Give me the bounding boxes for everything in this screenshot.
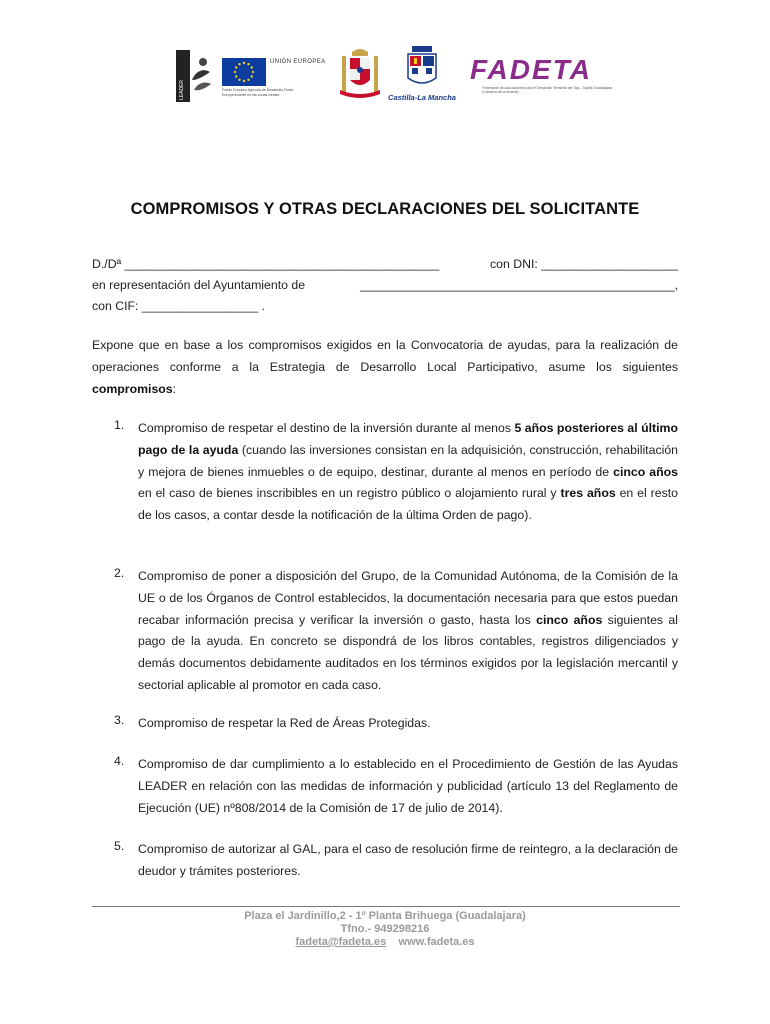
expose-end: : <box>172 382 177 396</box>
eu-flag-icon <box>222 58 266 86</box>
castilla-la-mancha-logo <box>386 44 458 102</box>
item-number: 4. <box>114 754 125 768</box>
expose-paragraph <box>92 334 678 400</box>
council-label: en representación del Ayuntamiento de <box>92 278 306 292</box>
footer-email-link[interactable]: fadeta@fadeta.es <box>295 936 387 948</box>
svg-text:LEADER: LEADER <box>179 79 185 100</box>
name-field[interactable]: D./Dª ______________________________________________ <box>92 257 440 271</box>
fadeta-tagline-line1: Federación de Asociaciones para el Desarrollo Territorial del Tajo - Tajuña Guadalajara <box>482 86 612 90</box>
item-text: Compromiso de dar cumplimiento a lo establecido en el Procedimiento de Gestión de las Ayudas LEADER en relación con las medidas de información y publicidad (artículo 13 del Reglamento de Ejecución (UE) nº808/2014 de la Comisión de 17 de julio de 2014). <box>138 757 678 815</box>
dni-field[interactable]: con DNI: ____________________ <box>489 257 678 271</box>
item-number: 3. <box>114 713 125 727</box>
eu-logo <box>222 58 332 98</box>
footer-web[interactable]: www.fadeta.es <box>398 936 475 948</box>
eu-title: UNIÓN EUROPEA <box>270 59 326 65</box>
footer-contacts <box>0 936 770 949</box>
item-number: 2. <box>114 566 125 580</box>
applicant-fields <box>92 254 678 317</box>
eu-subtitle-line2: Europa invierte en las zonas rurales <box>222 92 280 97</box>
cif-field[interactable]: con CIF: _________________ . <box>92 299 265 313</box>
eu-subtitle-line1: Fondo Europeo Agrícola de Desarrollo Rural: <box>222 88 294 92</box>
item-text: Compromiso de respetar la Red de Áreas Protegidas. <box>138 716 431 730</box>
item-text: Compromiso de respetar el destino de la inversión durante al menos 5 años posteriores al último pago de la ayuda (cuando las inversiones consistan en la adquisición, construcción, rehabilitación y mejora de bienes inmuebles o de equipo, destinar, durante al menos en período de cinco años en el caso de bienes inscribibles en un registro público o alojamiento rural y tres años en el resto de los casos, a contar desde la notificación de la última Orden de pago). <box>138 421 678 523</box>
item-text: Compromiso de poner a disposición del Grupo, de la Comunidad Autónoma, de la Comisión de la UE o de los Órganos de Control establecidos, la documentación necesaria para que estos puedan recabar información precisa y verificar la inversión o gasto, hasta los cinco años siguientes al pago de la ayuda. En concreto se dispondrá de los libros contables, registros diligenciados y demás documentos debidamente auditados en los términos exigidos por la legislación mercantil y sectorial aplicable al promotor en cada caso. <box>138 569 678 692</box>
clm-caption: Castilla-La Mancha <box>388 93 456 102</box>
footer-address: Plaza el Jardinillo,2 - 1º Planta Brihuega (Guadalajara) <box>244 910 526 922</box>
document-title: COMPROMISOS Y OTRAS DECLARACIONES DEL SOLICITANTE <box>130 200 640 218</box>
footer-phone: Tfno.- 949298216 <box>340 923 430 935</box>
fadeta-tagline-line2: (Comarca de la Alcarria) <box>482 90 519 95</box>
leader-logo <box>176 50 212 102</box>
item-number: 1. <box>114 418 125 432</box>
applicant-row-council <box>92 275 678 296</box>
fadeta-wordmark: FADETA <box>470 54 592 85</box>
expose-bold: compromisos <box>92 382 173 396</box>
fadeta-tagline <box>482 86 612 95</box>
council-field[interactable]: ______________________________________________, <box>359 278 678 292</box>
applicant-row-name <box>92 254 678 275</box>
expose-text: Expone que en base a los compromisos exigidos en la Convocatoria de ayudas, para la realización de operaciones conforme a la Estrategia de Desarrollo Local Participativo, asume los siguientes <box>92 338 678 374</box>
applicant-row-cif <box>92 296 678 317</box>
item-number: 5. <box>114 839 125 853</box>
spain-coat-of-arms-icon <box>340 46 380 102</box>
clm-emblem-icon <box>386 44 458 90</box>
footer-divider <box>92 906 680 907</box>
item-text: Compromiso de autorizar al GAL, para el caso de resolución firme de reintegro, a la declaración de deudor y trámites posteriores. <box>138 842 678 878</box>
fadeta-logo <box>462 54 612 102</box>
eu-subtitle <box>222 88 332 97</box>
header-logos <box>170 40 612 102</box>
